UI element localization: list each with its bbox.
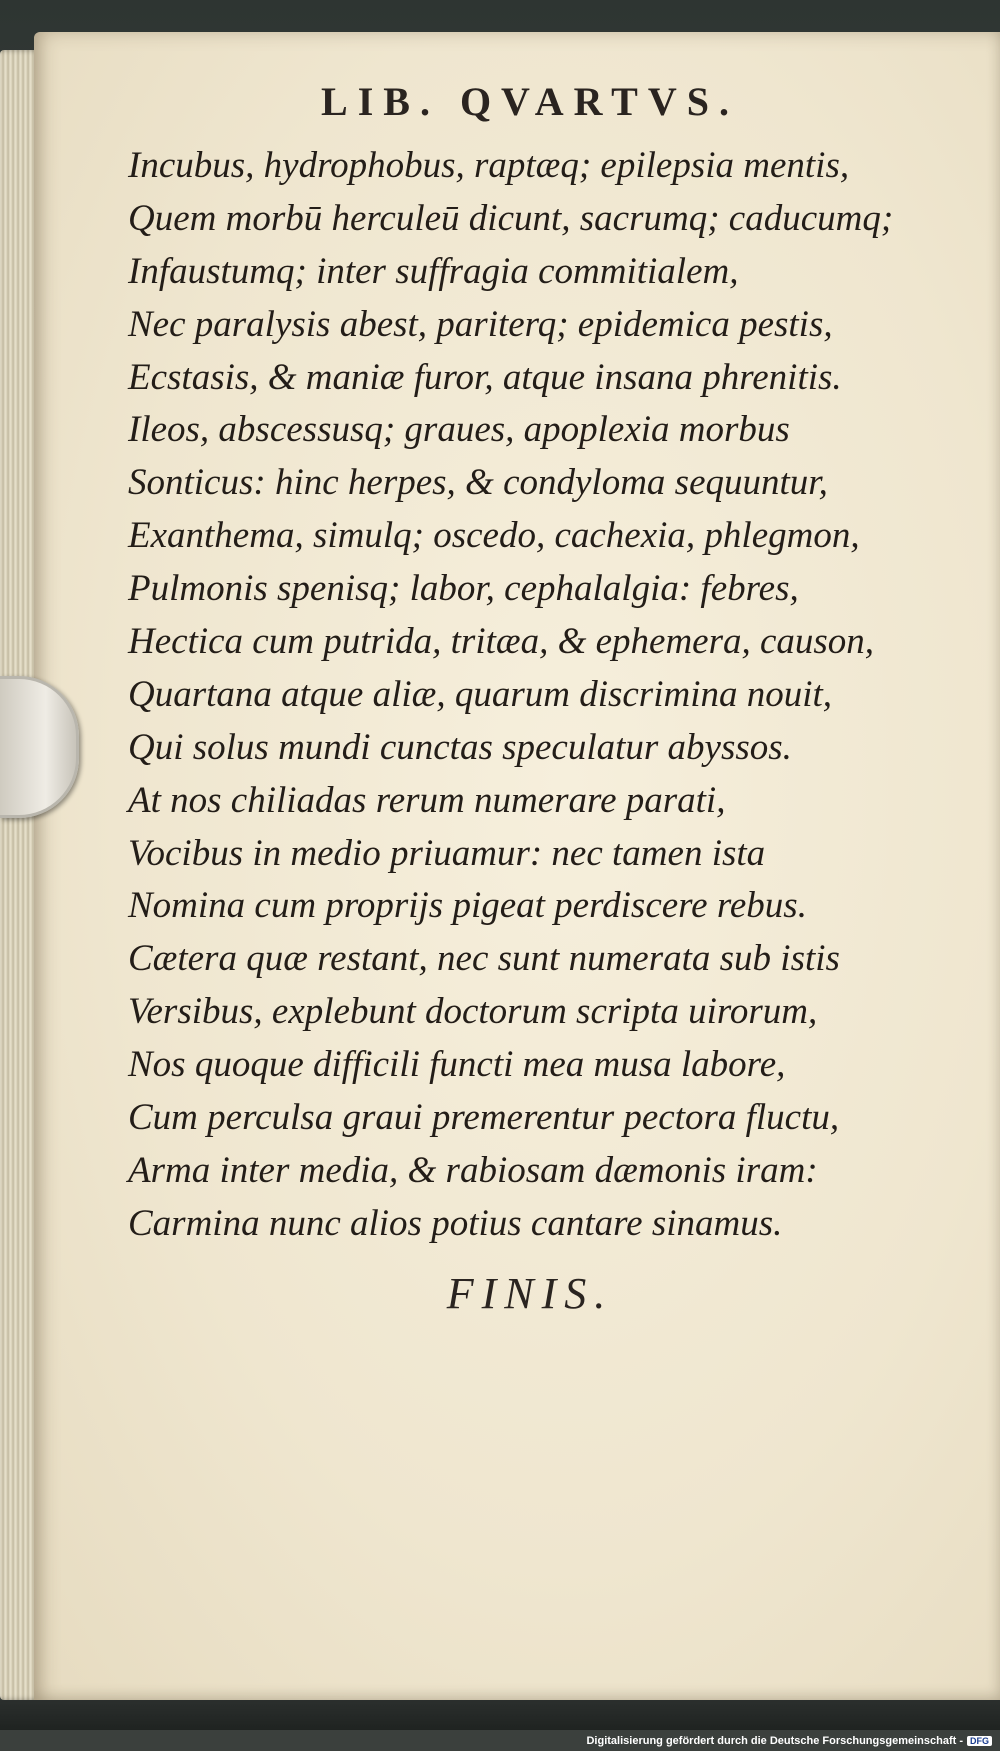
verse-line: Arma inter media, & rabiosam dæmonis iram:	[128, 1149, 818, 1191]
bottom-shadow	[0, 1700, 1000, 1730]
verse-line: Carmina nunc alios potius cantare sinamus.	[128, 1202, 783, 1244]
credit-text: Digitalisierung gefördert durch die Deutsche Forschungsgemeinschaft -	[586, 1735, 963, 1747]
verse-line: Pulmonis spenisq; labor, cephalalgia: febres,	[128, 568, 799, 610]
verse-line: Nos quoque difficili functi mea musa labore,	[128, 1044, 786, 1086]
verse-line: Ecstasis, & maniæ furor, atque insana phrenitis.	[128, 356, 842, 398]
verse-line: Quartana atque aliæ, quarum discrimina nouit,	[128, 673, 833, 715]
verse-line: Infaustumq; inter suffragia commitialem,	[128, 250, 739, 292]
verse-line: Ileos, abscessusq; graues, apoplexia morbus	[128, 409, 790, 451]
verse-line: Hectica cum putrida, tritæa, & ephemera, causon,	[128, 621, 875, 663]
finis-mark: FINIS.	[446, 1269, 614, 1318]
poem-text	[128, 140, 958, 1251]
digitization-credit	[586, 1735, 992, 1747]
running-head: LIB. QVARTVS.	[321, 79, 739, 124]
verse-line: Versibus, explebunt doctorum scripta uirorum,	[128, 991, 818, 1033]
verse-line: Cætera quæ restant, nec sunt numerata sub istis	[128, 938, 840, 980]
verse-line: At nos chiliadas rerum numerare parati,	[128, 779, 726, 821]
verse-line: Nec paralysis abest, pariterq; epidemica pestis,	[128, 303, 833, 345]
verse-line: Nomina cum proprijs pigeat perdiscere rebus.	[128, 885, 807, 927]
verse-line: Sonticus: hinc herpes, & condyloma sequuntur,	[128, 462, 828, 504]
verse-line: Cum perculsa graui premerentur pectora fluctu,	[128, 1097, 840, 1139]
verse-line: Incubus, hydrophobus, raptæq; epilepsia mentis,	[128, 145, 850, 186]
dfg-logo: DFG	[967, 1736, 992, 1746]
verse-line: Vocibus in medio priuamur: nec tamen ista	[128, 832, 766, 874]
verse-line: Exanthema, simulq; oscedo, cachexia, phlegmon,	[128, 515, 860, 557]
verse-line: Quem morbū herculeū dicunt, sacrumq; caducumq;	[128, 197, 894, 239]
verse-line: Qui solus mundi cunctas speculatur abyssos.	[128, 726, 792, 768]
